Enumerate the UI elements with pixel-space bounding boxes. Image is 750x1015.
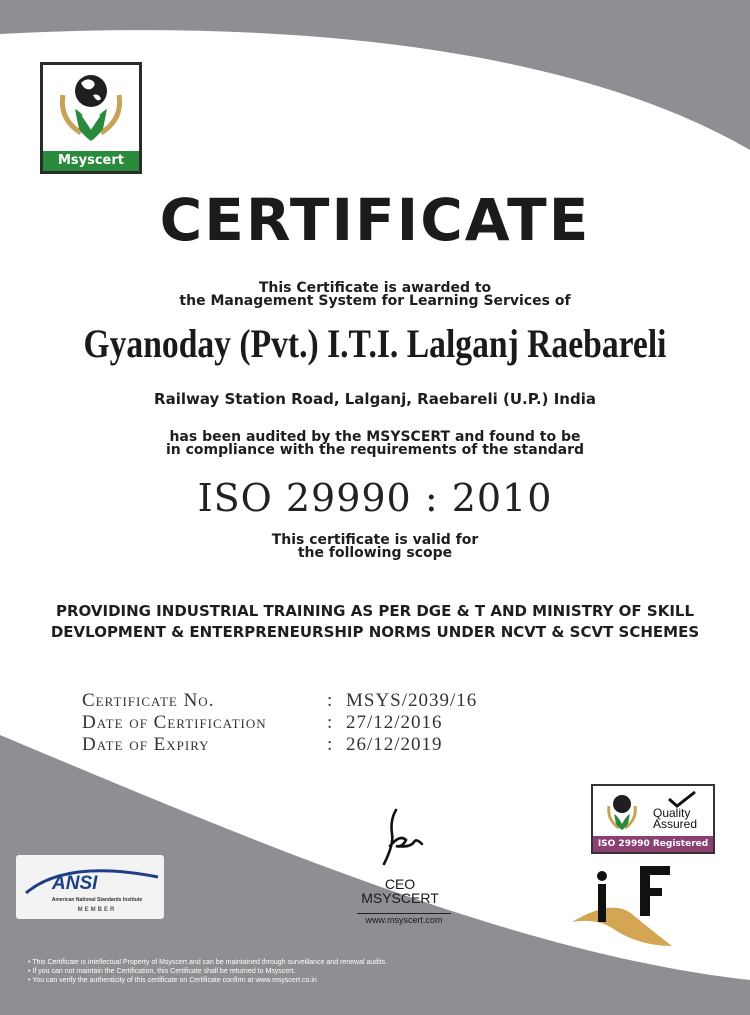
intro-line-1: This Certificate is awarded to — [258, 280, 492, 296]
ansi-member-label: MEMBER — [77, 907, 117, 913]
detail-value-date-of-expiry: 26/12/2019 — [346, 734, 443, 755]
scope-intro-line-1: This certificate is valid for — [271, 532, 479, 548]
detail-label-date-of-certification: Date of Certification — [82, 712, 267, 733]
msyscert-mini-logo-icon — [599, 790, 645, 836]
scope-intro-line-2: the following scope — [297, 545, 453, 561]
organization-name: Gyanoday (Pvt.) I.T.I. Lalganj Raebareli — [83, 321, 667, 366]
ansi-name: ANSI — [52, 873, 98, 894]
detail-value-date-of-certification: 27/12/2016 — [346, 712, 443, 733]
iaf-logo — [568, 862, 698, 952]
ansi-full-name: American National Standards Institute — [51, 897, 143, 903]
scope-line-2: DEVLOPMENT & ENTERPRENEURSHIP NORMS UNDER NCVT & SCVT SCHEMES — [50, 623, 700, 641]
signature-block — [330, 877, 470, 905]
detail-colon: : — [327, 690, 334, 711]
globe-laurel-icon — [43, 65, 139, 151]
iaf-mark-icon — [568, 862, 698, 952]
logo-label: Msyscert — [43, 151, 139, 171]
detail-colon: : — [327, 712, 334, 733]
detail-value-certificate-no: MSYS/2039/16 — [346, 690, 478, 711]
detail-label-date-of-expiry: Date of Expiry — [82, 734, 210, 755]
quality-assured-badge — [591, 784, 715, 854]
ceo-signature — [368, 806, 438, 876]
quality-assured-text — [653, 808, 697, 830]
msyscert-logo — [40, 62, 142, 174]
audit-line-1: has been audited by the MSYSCERT and found to be — [169, 429, 581, 445]
footer-note: • If you can not maintain the Certification, this Certificate shall be returned to Msyscert. — [28, 968, 296, 975]
footer-note: • You can verify the authenticity of this certificate on Certificate confirm at www.msyscert.co.in — [28, 977, 317, 984]
footer-notes — [28, 958, 387, 985]
detail-colon: : — [327, 734, 334, 755]
certificate-title: CERTIFICATE — [159, 186, 591, 254]
standard-name: ISO 29990 : 2010 — [197, 476, 553, 520]
ansi-member-badge — [16, 855, 164, 919]
scope-line-1: PROVIDING INDUSTRIAL TRAINING AS PER DGE & T AND MINISTRY OF SKILL — [55, 602, 695, 620]
iso-registered-label: ISO 29990 Registered — [593, 836, 713, 852]
organization-address: Railway Station Road, Lalganj, Raebareli (U.P.) India — [154, 390, 596, 408]
assured-label: Assured — [653, 817, 698, 831]
website-link[interactable]: www.msyscert.com — [357, 913, 451, 925]
audit-line-2: in compliance with the requirements of the standard — [165, 442, 585, 458]
detail-label-certificate-no: Certificate No. — [82, 690, 215, 711]
quality-label: Quality — [653, 806, 691, 820]
ceo-title: CEO — [384, 876, 416, 892]
intro-line-2: the Management System for Learning Services of — [179, 293, 571, 309]
footer-note: • This Certificate is intellectual Property of Msyscert and can be maintained through surveillance and renewal audits. — [28, 959, 388, 966]
signature-org: MSYSCERT — [361, 890, 439, 906]
